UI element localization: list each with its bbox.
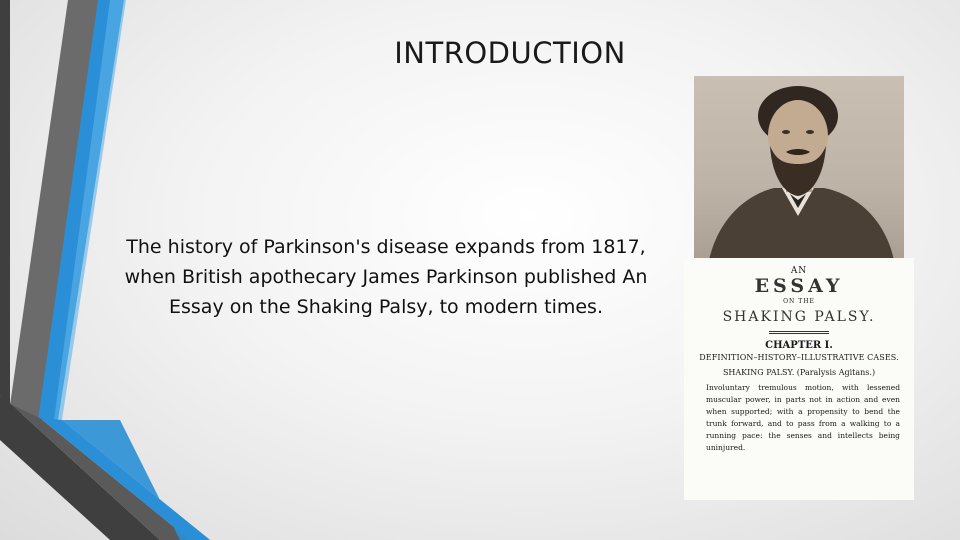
decor-bar-dark bbox=[0, 0, 10, 405]
portrait-photo bbox=[694, 76, 904, 260]
essay-shaking-palsy: SHAKING PALSY. bbox=[722, 309, 876, 325]
essay-chapter: CHAPTER I. bbox=[765, 340, 833, 351]
essay-subheading: SHAKING PALSY. (Paralysis Agitans.) bbox=[722, 368, 876, 377]
slide-body-text: The history of Parkinson's disease expands from 1817, when British apothecary James Parkinson published An Essay on the Shaking Palsy, to modern times. bbox=[124, 236, 648, 318]
essay-definition: DEFINITION–HISTORY–ILLUSTRATIVE CASES. bbox=[699, 353, 899, 362]
essay-on-the: ON THE bbox=[783, 298, 815, 305]
essay-word: ESSAY bbox=[754, 275, 844, 297]
essay-paragraph: Involuntary tremulous motion, with lessened muscular power, in parts not in action and even when supported; with a propensity to bend the trunk forward, and to pass from a walking to a running pace: the senses and intellects being uninjured. bbox=[706, 383, 900, 452]
essay-title-page bbox=[684, 258, 914, 500]
essay-an: AN bbox=[790, 266, 808, 276]
essay-divider bbox=[769, 331, 829, 334]
portrait-figure bbox=[694, 76, 904, 260]
slide-title: INTRODUCTION bbox=[394, 36, 626, 70]
